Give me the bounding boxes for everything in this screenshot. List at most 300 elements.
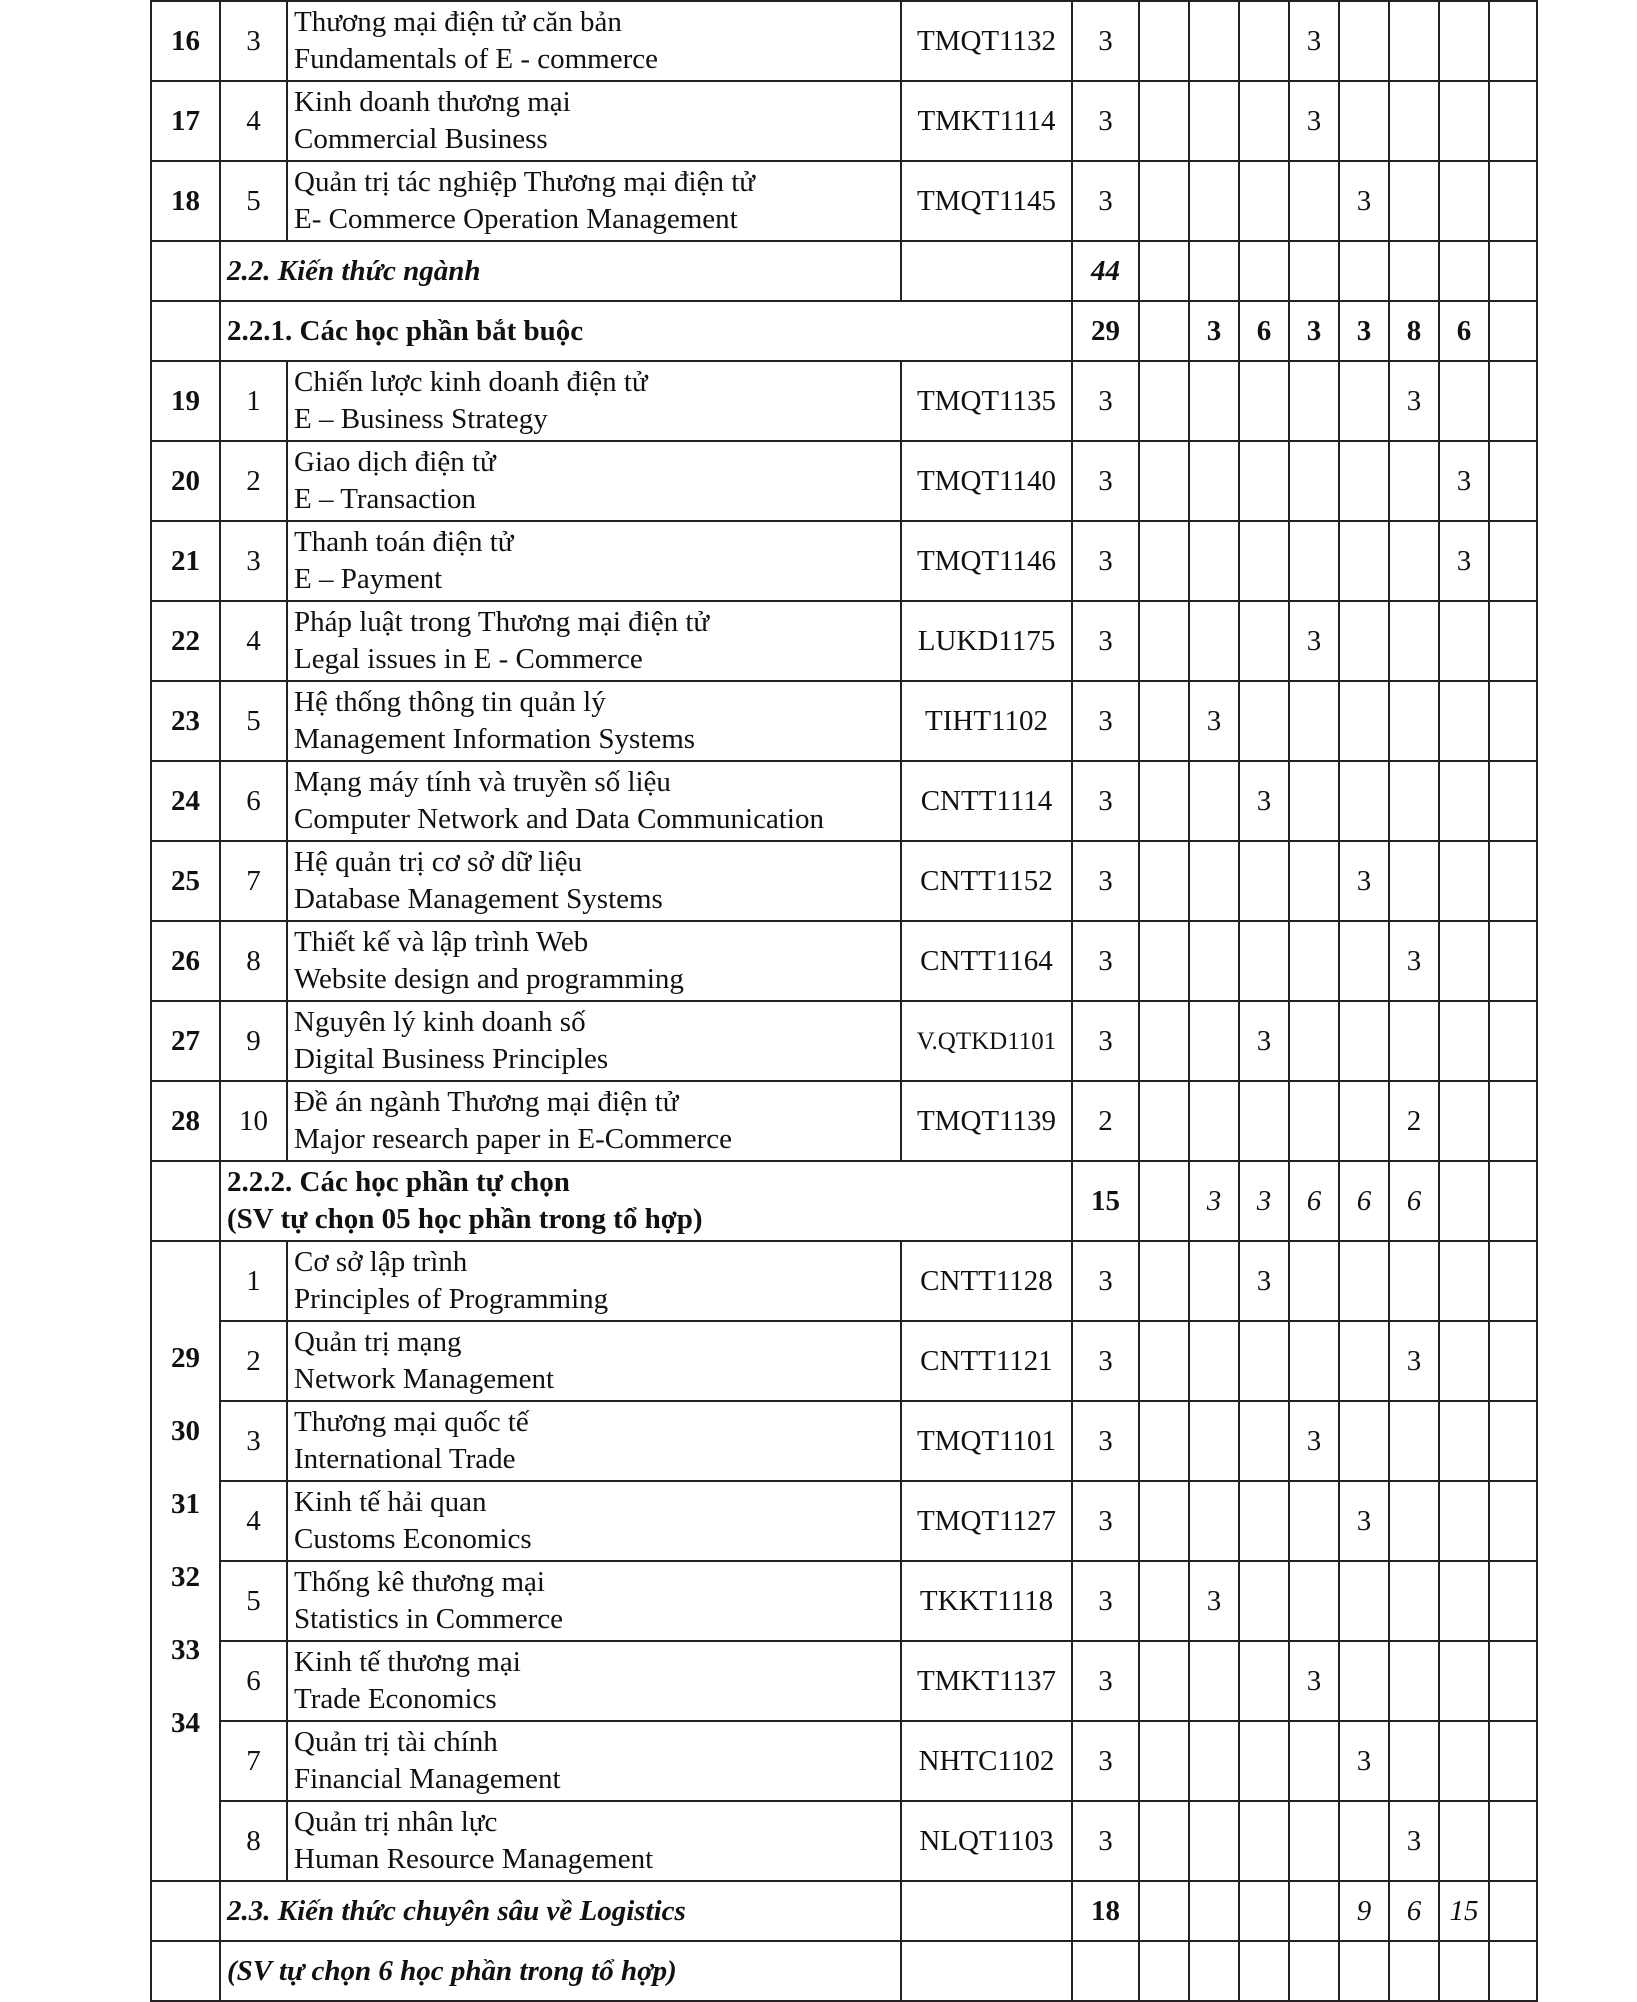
course-code: CNTT1164 (901, 921, 1072, 1001)
semester-cell (1139, 1321, 1189, 1401)
semester-cell (1389, 1401, 1439, 1481)
semester-cell (1439, 1641, 1489, 1721)
semester-cell (1489, 81, 1537, 161)
section-title-text: (SV tự chọn 6 học phần trong tổ hợp) (227, 1954, 677, 1987)
course-index: 6 (220, 761, 287, 841)
course-name-vn: Kinh tế hải quan (294, 1486, 487, 1518)
semester-cell: 6 (1439, 301, 1489, 361)
semester-cell: 3 (1339, 1721, 1389, 1801)
semester-cell (1239, 1801, 1289, 1881)
semester-cell (1239, 1401, 1289, 1481)
course-name (287, 1721, 901, 1801)
semester-cell: 3 (1339, 161, 1389, 241)
semester-cell: 3 (1289, 1401, 1339, 1481)
semester-cell (1189, 1, 1239, 81)
semester-cell (1189, 441, 1239, 521)
course-index: 10 (220, 1081, 287, 1161)
table-row (151, 1321, 1537, 1401)
semester-cell (1189, 1801, 1239, 1881)
semester-cell (1189, 1001, 1239, 1081)
course-index: 2 (220, 1321, 287, 1401)
semester-cell (1289, 1801, 1339, 1881)
semester-cell (1489, 1001, 1537, 1081)
course-credits: 3 (1072, 1241, 1139, 1321)
course-code: TMQT1135 (901, 361, 1072, 441)
semester-cell (1339, 1941, 1389, 2001)
table-row (151, 841, 1537, 921)
section-credits (1072, 1941, 1139, 2001)
curriculum-table (150, 0, 1538, 2002)
course-code: TKKT1118 (901, 1561, 1072, 1641)
semester-cell (1489, 1941, 1537, 2001)
semester-cell (1389, 1001, 1439, 1081)
semester-cell (1489, 1161, 1537, 1241)
course-name-en: Fundamentals of E - commerce (294, 43, 658, 75)
course-name-en: Digital Business Principles (294, 1043, 609, 1075)
semester-cell (1189, 81, 1239, 161)
section-row (151, 1941, 1537, 2001)
semester-cell (1489, 921, 1537, 1001)
course-name (287, 81, 901, 161)
semester-cell (1139, 241, 1189, 301)
semester-cell (1239, 921, 1289, 1001)
section-title (220, 1881, 901, 1941)
semester-cell (1339, 1321, 1389, 1401)
course-name (287, 1, 901, 81)
semester-cell (1439, 1241, 1489, 1321)
table-row (151, 921, 1537, 1001)
course-credits: 3 (1072, 1561, 1139, 1641)
course-name-en: Major research paper in E-Commerce (294, 1123, 733, 1155)
table-row (151, 521, 1537, 601)
semester-cell (1339, 1401, 1389, 1481)
course-code: TMKT1137 (901, 1641, 1072, 1721)
semester-cell (1439, 1481, 1489, 1561)
semester-cell: 3 (1389, 1801, 1439, 1881)
semester-cell (1239, 601, 1289, 681)
semester-cell: 6 (1339, 1161, 1389, 1241)
course-name-en: Computer Network and Data Communication (294, 803, 824, 835)
course-name (287, 1001, 901, 1081)
row-number: 30 (171, 1415, 200, 1447)
semester-cell (1189, 1401, 1239, 1481)
semester-cell (1489, 1881, 1537, 1941)
semester-cell (1239, 1081, 1289, 1161)
semester-cell (1189, 761, 1239, 841)
course-name-en: Website design and programming (294, 963, 684, 995)
section-row (151, 301, 1537, 361)
course-credits: 2 (1072, 1081, 1139, 1161)
semester-cell (1439, 1, 1489, 81)
course-name-vn: Quản trị mạng (294, 1326, 462, 1358)
course-credits: 3 (1072, 1001, 1139, 1081)
semester-cell (1139, 1001, 1189, 1081)
semester-cell: 3 (1289, 301, 1339, 361)
section-credits: 29 (1072, 301, 1139, 361)
semester-cell (1439, 1941, 1489, 2001)
semester-cell (1189, 521, 1239, 601)
table-row (151, 1801, 1537, 1881)
semester-cell (1289, 1241, 1339, 1321)
course-name-vn: Kinh tế thương mại (294, 1646, 521, 1678)
table-row (151, 161, 1537, 241)
semester-cell (1389, 161, 1439, 241)
course-name-vn: Hệ quản trị cơ sở dữ liệu (294, 846, 582, 878)
course-index: 8 (220, 1801, 287, 1881)
section-row (151, 1161, 1537, 1241)
section-credits: 44 (1072, 241, 1139, 301)
course-code: NHTC1102 (901, 1721, 1072, 1801)
semester-cell (1339, 1241, 1389, 1321)
semester-cell (1489, 1801, 1537, 1881)
course-name (287, 841, 901, 921)
semester-cell: 3 (1389, 361, 1439, 441)
section-title (220, 1161, 1072, 1241)
semester-cell (1389, 601, 1439, 681)
course-index: 5 (220, 681, 287, 761)
semester-cell (1339, 761, 1389, 841)
semester-cell (1239, 681, 1289, 761)
semester-cell (1139, 1241, 1189, 1321)
course-code: TMQT1140 (901, 441, 1072, 521)
semester-cell (1439, 921, 1489, 1001)
semester-cell (1139, 301, 1189, 361)
course-code: LUKD1175 (901, 601, 1072, 681)
semester-cell (1439, 361, 1489, 441)
semester-cell (1189, 1641, 1239, 1721)
course-name-vn: Quản trị nhân lực (294, 1806, 498, 1838)
semester-cell (1289, 1941, 1339, 2001)
semester-cell (1239, 1721, 1289, 1801)
semester-cell (1189, 361, 1239, 441)
table-row (151, 441, 1537, 521)
semester-cell (1339, 361, 1389, 441)
semester-cell (1139, 1721, 1189, 1801)
table-row (151, 1481, 1537, 1561)
semester-cell (1239, 1941, 1289, 2001)
course-index: 6 (220, 1641, 287, 1721)
semester-cell (1289, 1001, 1339, 1081)
semester-cell (1439, 841, 1489, 921)
semester-cell (1139, 521, 1189, 601)
row-number: 21 (151, 521, 220, 601)
empty-cell (151, 241, 220, 301)
course-name (287, 601, 901, 681)
course-index: 1 (220, 361, 287, 441)
course-index: 3 (220, 1401, 287, 1481)
row-number: 18 (151, 161, 220, 241)
semester-cell (1439, 81, 1489, 161)
course-credits: 3 (1072, 1721, 1139, 1801)
section-title-text: 2.2. Kiến thức ngành (227, 254, 481, 287)
semester-cell (1189, 841, 1239, 921)
semester-cell (1389, 841, 1439, 921)
course-name-en: Statistics in Commerce (294, 1603, 564, 1635)
course-name-vn: Đề án ngành Thương mại điện tử (294, 1086, 679, 1118)
course-name-vn: Thiết kế và lập trình Web (294, 926, 589, 958)
semester-cell (1339, 1, 1389, 81)
semester-cell (1439, 1721, 1489, 1801)
semester-cell (1439, 161, 1489, 241)
semester-cell (1189, 161, 1239, 241)
semester-cell (1189, 1881, 1239, 1941)
semester-cell (1339, 241, 1389, 301)
semester-cell (1139, 81, 1189, 161)
course-index: 9 (220, 1001, 287, 1081)
table-row (151, 1081, 1537, 1161)
course-credits: 3 (1072, 841, 1139, 921)
row-number: 34 (171, 1707, 200, 1739)
course-name-en: Management Information Systems (294, 723, 696, 755)
semester-cell (1339, 1641, 1389, 1721)
course-name (287, 1401, 901, 1481)
semester-cell (1389, 1241, 1439, 1321)
semester-cell (1489, 1481, 1537, 1561)
section-title-text: 2.3. Kiến thức chuyên sâu về Logistics (227, 1894, 686, 1927)
semester-cell (1139, 1481, 1189, 1561)
semester-cell (1189, 921, 1239, 1001)
semester-cell (1239, 1481, 1289, 1561)
course-name-vn: Hệ thống thông tin quản lý (294, 686, 606, 718)
semester-cell (1139, 1561, 1189, 1641)
course-name-en: E – Payment (294, 563, 443, 595)
semester-cell (1389, 1481, 1439, 1561)
table-row (151, 601, 1537, 681)
empty-cell (151, 1161, 220, 1241)
semester-cell (1239, 1561, 1289, 1641)
course-name (287, 681, 901, 761)
table-row (151, 761, 1537, 841)
semester-cell (1389, 1941, 1439, 2001)
course-index: 4 (220, 81, 287, 161)
semester-cell (1239, 441, 1289, 521)
semester-cell: 6 (1389, 1161, 1439, 1241)
semester-cell (1289, 521, 1339, 601)
row-number: 33 (171, 1634, 200, 1666)
row-number: 27 (151, 1001, 220, 1081)
semester-cell (1239, 521, 1289, 601)
course-index: 5 (220, 161, 287, 241)
table-row (151, 681, 1537, 761)
course-index: 3 (220, 521, 287, 601)
course-credits: 3 (1072, 81, 1139, 161)
course-name-en: Database Management Systems (294, 883, 663, 915)
course-name-vn: Kinh doanh thương mại (294, 86, 571, 118)
semester-cell (1289, 1481, 1339, 1561)
row-number: 28 (151, 1081, 220, 1161)
semester-cell (1489, 161, 1537, 241)
semester-cell (1489, 1641, 1537, 1721)
semester-cell (1139, 1881, 1189, 1941)
course-name (287, 921, 901, 1001)
course-name-en: Human Resource Management (294, 1843, 654, 1875)
semester-cell (1389, 241, 1439, 301)
course-name-vn: Giao dịch điện tử (294, 446, 496, 478)
semester-cell (1189, 1941, 1239, 2001)
course-credits: 3 (1072, 1801, 1139, 1881)
course-name-en: International Trade (294, 1443, 516, 1475)
section-title (220, 301, 1072, 361)
course-name (287, 521, 901, 601)
semester-cell (1489, 1401, 1537, 1481)
semester-cell (1389, 81, 1439, 161)
semester-cell (1139, 921, 1189, 1001)
course-name (287, 1241, 901, 1321)
semester-cell (1439, 1401, 1489, 1481)
course-code: CNTT1152 (901, 841, 1072, 921)
semester-cell (1289, 1721, 1339, 1801)
section-subtitle: (SV tự chọn 05 học phần trong tổ hợp) (227, 1203, 703, 1235)
semester-cell: 2 (1389, 1081, 1439, 1161)
semester-cell (1389, 521, 1439, 601)
semester-cell (1439, 1801, 1489, 1881)
semester-cell: 3 (1389, 1321, 1439, 1401)
course-credits: 3 (1072, 521, 1139, 601)
semester-cell (1189, 1721, 1239, 1801)
semester-cell (1289, 441, 1339, 521)
course-code: TMKT1114 (901, 81, 1072, 161)
course-code: TMQT1127 (901, 1481, 1072, 1561)
semester-cell (1489, 1721, 1537, 1801)
course-name (287, 1481, 901, 1561)
semester-cell: 3 (1289, 1641, 1339, 1721)
course-credits: 3 (1072, 1641, 1139, 1721)
course-name-vn: Quản trị tài chính (294, 1726, 498, 1758)
semester-cell (1489, 1561, 1537, 1641)
semester-cell (1139, 361, 1189, 441)
course-index: 7 (220, 841, 287, 921)
semester-cell (1339, 601, 1389, 681)
semester-cell (1489, 681, 1537, 761)
semester-cell (1489, 1321, 1537, 1401)
semester-cell: 3 (1289, 601, 1339, 681)
semester-cell (1339, 81, 1389, 161)
semester-cell (1439, 681, 1489, 761)
empty-cell (151, 301, 220, 361)
course-name-vn: Mạng máy tính và truyền số liệu (294, 766, 671, 798)
table-row (151, 1241, 1537, 1321)
semester-cell (1289, 161, 1339, 241)
course-name-vn: Thanh toán điện tử (294, 526, 514, 558)
table-row (151, 1401, 1537, 1481)
course-code: TMQT1145 (901, 161, 1072, 241)
row-number: 31 (171, 1488, 200, 1520)
row-number: 16 (151, 1, 220, 81)
semester-cell (1189, 1241, 1239, 1321)
course-credits: 3 (1072, 361, 1139, 441)
course-index: 5 (220, 1561, 287, 1641)
semester-cell (1439, 761, 1489, 841)
semester-cell (1489, 1081, 1537, 1161)
semester-cell (1139, 601, 1189, 681)
semester-cell (1289, 841, 1339, 921)
semester-cell (1389, 1, 1439, 81)
semester-cell (1189, 601, 1239, 681)
course-name-en: Financial Management (294, 1763, 561, 1795)
section-title (220, 241, 901, 301)
semester-cell: 6 (1389, 1881, 1439, 1941)
semester-cell (1139, 761, 1189, 841)
semester-cell (1139, 1081, 1189, 1161)
course-index: 7 (220, 1721, 287, 1801)
semester-cell (1289, 681, 1339, 761)
semester-cell (1339, 441, 1389, 521)
semester-cell (1239, 161, 1289, 241)
semester-cell (1239, 1321, 1289, 1401)
section-row (151, 241, 1537, 301)
section-title-text: 2.2.1. Các học phần bắt buộc (227, 314, 584, 347)
course-name-vn: Pháp luật trong Thương mại điện tử (294, 606, 710, 638)
semester-cell (1389, 681, 1439, 761)
course-name (287, 1081, 901, 1161)
semester-cell (1339, 921, 1389, 1001)
semester-cell (1489, 441, 1537, 521)
semester-cell (1139, 1641, 1189, 1721)
semester-cell (1239, 1881, 1289, 1941)
course-credits: 3 (1072, 1401, 1139, 1481)
table-row (151, 1001, 1537, 1081)
semester-cell (1439, 1161, 1489, 1241)
semester-cell: 3 (1239, 1161, 1289, 1241)
course-name-en: Legal issues in E - Commerce (294, 643, 643, 675)
course-name-en: Trade Economics (294, 1683, 497, 1715)
course-credits: 3 (1072, 161, 1139, 241)
semester-cell (1189, 1321, 1239, 1401)
course-name-vn: Cơ sở lập trình (294, 1246, 468, 1278)
semester-cell (1389, 1721, 1439, 1801)
course-index: 3 (220, 1, 287, 81)
course-credits: 3 (1072, 1481, 1139, 1561)
course-index: 4 (220, 601, 287, 681)
empty-cell (901, 241, 1072, 301)
semester-cell (1139, 441, 1189, 521)
empty-cell (151, 1941, 220, 2001)
course-code: CNTT1128 (901, 1241, 1072, 1321)
semester-cell (1139, 681, 1189, 761)
course-index: 4 (220, 1481, 287, 1561)
semester-cell: 3 (1389, 921, 1439, 1001)
row-number: 24 (151, 761, 220, 841)
semester-cell (1139, 841, 1189, 921)
course-name-en: Commercial Business (294, 123, 548, 155)
course-credits: 3 (1072, 1321, 1139, 1401)
course-name-en: Customs Economics (294, 1523, 532, 1555)
semester-cell (1239, 1641, 1289, 1721)
section-credits: 15 (1072, 1161, 1139, 1241)
semester-cell (1439, 601, 1489, 681)
course-name-en: Principles of Programming (294, 1283, 609, 1315)
semester-cell: 3 (1339, 301, 1389, 361)
semester-cell (1439, 1081, 1489, 1161)
semester-cell (1139, 1401, 1189, 1481)
course-name (287, 441, 901, 521)
semester-cell (1339, 1081, 1389, 1161)
course-name (287, 761, 901, 841)
semester-cell: 3 (1189, 301, 1239, 361)
semester-cell (1289, 761, 1339, 841)
course-name-vn: Quản trị tác nghiệp Thương mại điện tử (294, 166, 755, 198)
row-number: 23 (151, 681, 220, 761)
empty-cell (151, 1881, 220, 1941)
semester-cell (1389, 1641, 1439, 1721)
table-row (151, 1641, 1537, 1721)
semester-cell (1489, 241, 1537, 301)
semester-cell (1489, 761, 1537, 841)
semester-cell (1239, 361, 1289, 441)
table-row (151, 361, 1537, 441)
semester-cell (1139, 1, 1189, 81)
semester-cell (1289, 241, 1339, 301)
